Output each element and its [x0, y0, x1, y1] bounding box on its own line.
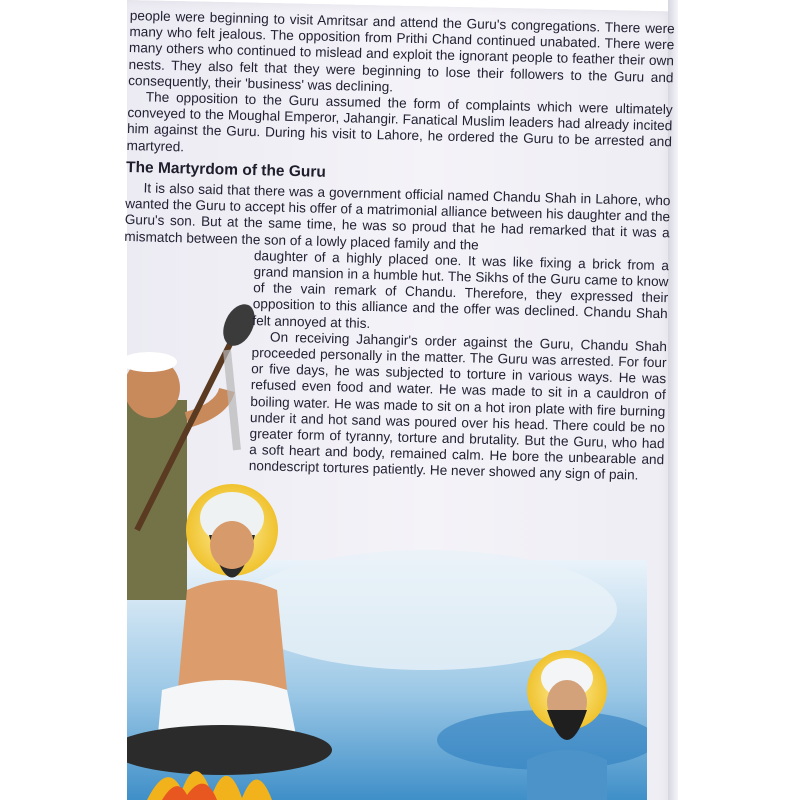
wrapped-text-column [249, 248, 669, 485]
paragraph-chandu-shah: It is also said that there was a government official named Chandu Shah in Lahore, who wanted the Guru to accept his offer of a matrimonial alliance between his daughter and the Guru's son. But at the same time, he was so proud that he had remarked that it was a mismatch between the son of a lowly placed family and the [124, 180, 671, 253]
paragraph-complaints: The opposition to the Guru assumed the form of complaints which were ultimately conveyed to the Moughal Emperor, Jahangir. Fanatical Muslim leaders had already incited him against the Guru. During his visit to Lahore, he ordered the Guru to be arrested and martyred. [126, 89, 673, 154]
section-heading: The Martyrdom of the Guru [125, 158, 327, 181]
paragraph-chandu-continued: daughter of a highly placed one. It was like fixing a brick from a grand mansion in a humble hut. The Sikhs of the Guru came to know of the vain remark of Chandu. Therefore, they expressed their opposition to this alliance and the offer was declined. Chandu Shah felt annoyed at this. [252, 247, 670, 331]
page-text [119, 8, 675, 485]
paragraph-jahangir-order: On receiving Jahangir's order against the Guru, Chandu Shah proceeded personally in the matter. The Guru was arrested. For four or five days, he was subjected to torture in various ways. He was refused even food and water. He was made to sit in a cauldron of boiling water. He was made to sit on a hot iron plate with fire burning under it and hot sand was poured over his head. There could be no greater form of tyranny, torture and brutality. But the Guru, who had a soft heart and body, remained calm. He bore the unbearable and nondescript tortures patiently. He never showed any sign of pain. [248, 329, 668, 484]
paragraph-prithi-chand: people were beginning to visit Amritsar and attend the Guru's congregations. There were many who felt jealous. The opposition from Prithi Chand continued unabated. There were many others who continued to mislead and exploit the ignorant people to feather their own nests. They also felt that they were beginning to lose their followers to the Guru and consequently, their 'business' was declining. [128, 8, 675, 95]
adjacent-page [674, 0, 800, 800]
